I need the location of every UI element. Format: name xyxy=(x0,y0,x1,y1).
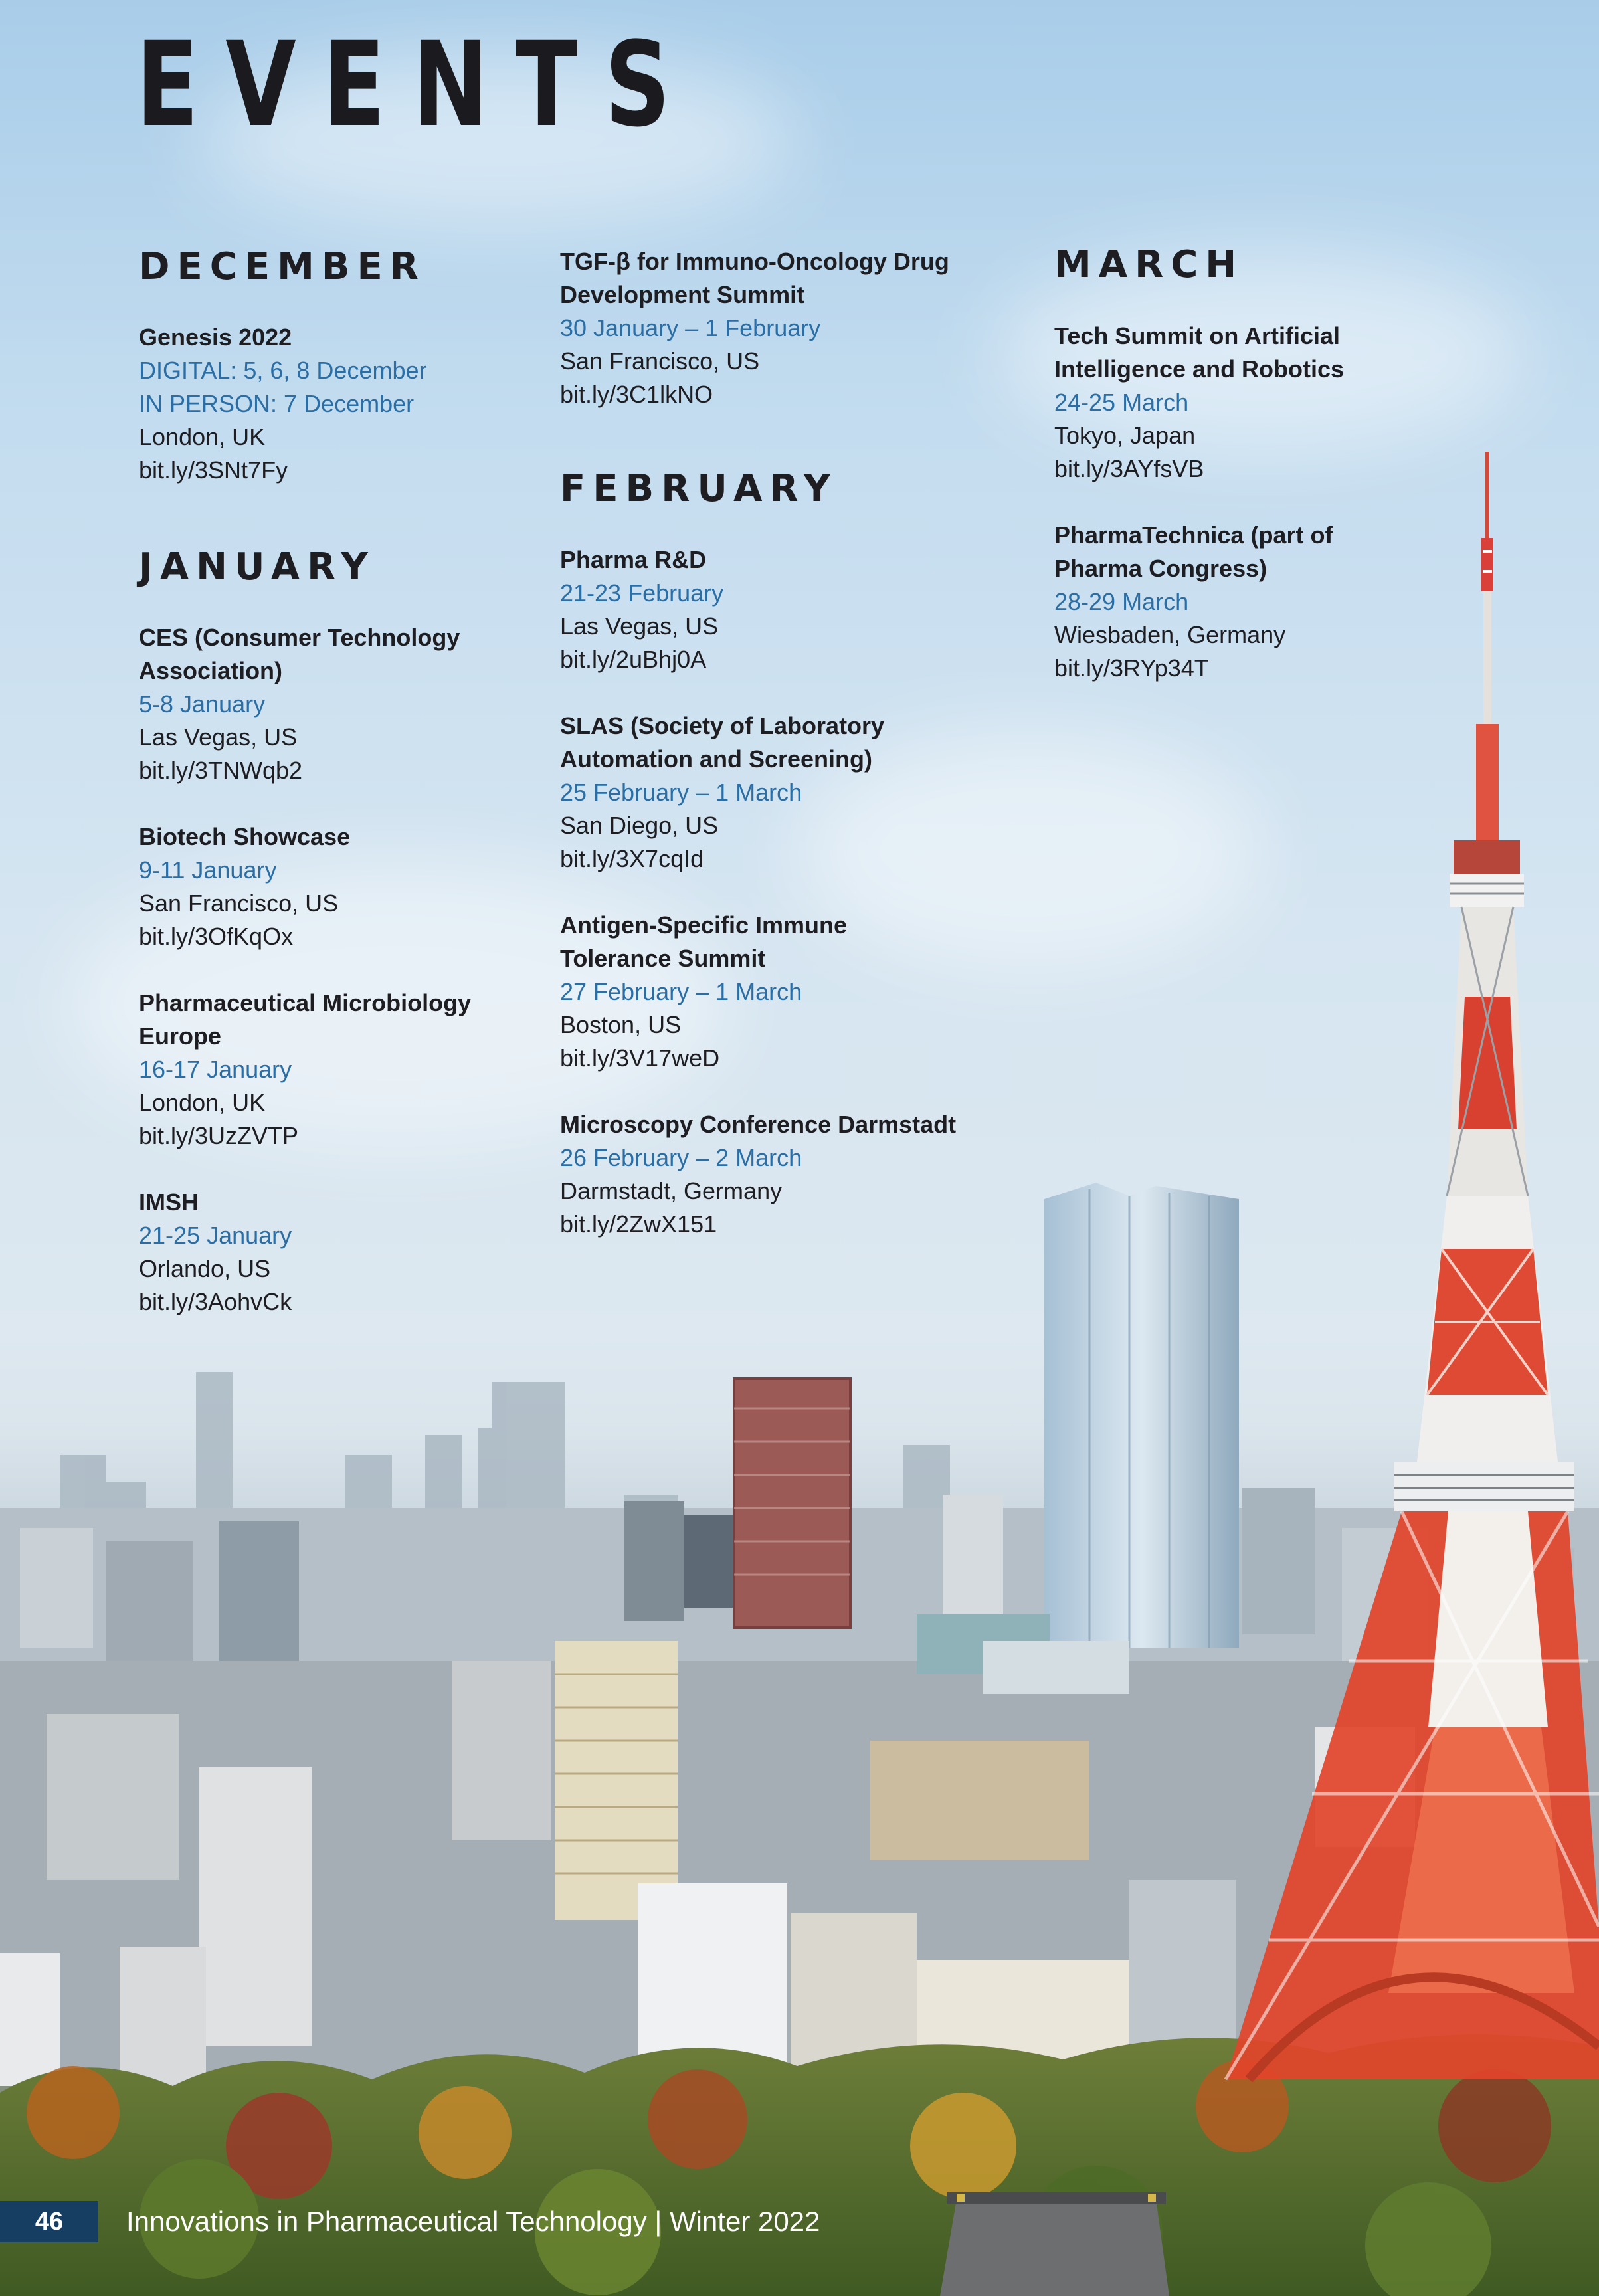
event-name: SLAS (Society of Laboratory xyxy=(560,712,885,739)
event-item xyxy=(1054,320,1493,486)
event-name: Pharmaceutical Microbiology xyxy=(139,989,472,1016)
event-date: 24-25 March xyxy=(1054,389,1189,416)
month-heading-february: FEBRUARY xyxy=(560,467,838,510)
event-location: Darmstadt, Germany xyxy=(560,1177,783,1204)
event-item xyxy=(560,543,998,676)
event-date: IN PERSON: 7 December xyxy=(139,390,415,417)
event-item xyxy=(560,1108,998,1241)
event-date: 21-25 January xyxy=(139,1222,292,1249)
event-date: 30 January – 1 February xyxy=(560,314,821,341)
event-link[interactable]: bit.ly/3C1lkNO xyxy=(560,381,713,408)
event-location: Wiesbaden, Germany xyxy=(1054,621,1286,648)
event-item xyxy=(139,987,577,1153)
event-link[interactable]: bit.ly/3X7cqId xyxy=(560,845,704,872)
event-link[interactable]: bit.ly/2ZwX151 xyxy=(560,1210,717,1238)
event-location: Boston, US xyxy=(560,1011,682,1038)
event-item xyxy=(560,245,998,411)
event-name: Development Summit xyxy=(560,281,805,308)
event-location: Orlando, US xyxy=(139,1255,271,1282)
page-number: 46 xyxy=(0,2201,98,2242)
event-link[interactable]: bit.ly/3SNt7Fy xyxy=(139,456,288,484)
event-item xyxy=(139,321,577,487)
event-name: Pharma R&D xyxy=(560,546,707,573)
event-item xyxy=(1054,519,1493,685)
event-name: Biotech Showcase xyxy=(139,823,351,850)
event-link[interactable]: bit.ly/3RYp34T xyxy=(1054,654,1209,682)
event-name: IMSH xyxy=(139,1189,199,1216)
event-name: Pharma Congress) xyxy=(1054,555,1268,582)
event-item xyxy=(560,710,998,876)
month-heading-december: DECEMBER xyxy=(139,245,426,288)
event-link[interactable]: bit.ly/3UzZVTP xyxy=(139,1122,299,1149)
event-location: San Diego, US xyxy=(560,812,719,839)
event-location: Las Vegas, US xyxy=(139,723,298,751)
event-location: London, UK xyxy=(139,1089,266,1116)
event-name: Tolerance Summit xyxy=(560,945,766,972)
event-link[interactable]: bit.ly/3TNWqb2 xyxy=(139,757,303,784)
event-name: PharmaTechnica (part of xyxy=(1054,522,1333,549)
event-item xyxy=(560,909,998,1075)
event-date: 26 February – 2 March xyxy=(560,1144,802,1171)
event-location: Las Vegas, US xyxy=(560,613,719,640)
event-name: Intelligence and Robotics xyxy=(1054,355,1345,383)
event-date: 16-17 January xyxy=(139,1056,292,1083)
event-name: Genesis 2022 xyxy=(139,324,292,351)
event-link[interactable]: bit.ly/3AohvCk xyxy=(139,1288,292,1315)
event-date: 25 February – 1 March xyxy=(560,779,802,806)
event-link[interactable]: bit.ly/2uBhj0A xyxy=(560,646,707,673)
event-name: Automation and Screening) xyxy=(560,745,873,773)
event-name: Antigen-Specific Immune xyxy=(560,911,848,939)
event-date: 9-11 January xyxy=(139,856,277,884)
event-link[interactable]: bit.ly/3OfKqOx xyxy=(139,923,294,950)
event-date: 5-8 January xyxy=(139,690,266,718)
event-name: Europe xyxy=(139,1022,222,1050)
event-date: 21-23 February xyxy=(560,579,724,607)
event-location: San Francisco, US xyxy=(560,347,760,375)
event-location: Tokyo, Japan xyxy=(1054,422,1196,449)
event-date: 28-29 March xyxy=(1054,588,1189,615)
month-heading-march: MARCH xyxy=(1054,243,1244,286)
event-link[interactable]: bit.ly/3V17weD xyxy=(560,1044,720,1072)
event-name: Microscopy Conference Darmstadt xyxy=(560,1111,957,1138)
month-heading-january: JANUARY xyxy=(139,545,375,589)
event-date: 27 February – 1 March xyxy=(560,978,802,1005)
event-link[interactable]: bit.ly/3AYfsVB xyxy=(1054,455,1204,482)
page-title: EVENTS xyxy=(136,17,698,153)
event-item xyxy=(139,820,577,953)
event-name: Tech Summit on Artificial xyxy=(1054,322,1341,349)
event-name: CES (Consumer Technology xyxy=(139,624,460,651)
event-name: Association) xyxy=(139,657,283,684)
event-location: San Francisco, US xyxy=(139,890,339,917)
publication-name: Innovations in Pharmaceutical Technology | Winter 2022 xyxy=(126,2206,820,2237)
event-item xyxy=(139,621,577,787)
page-footer xyxy=(0,2201,864,2242)
event-date: DIGITAL: 5, 6, 8 December xyxy=(139,357,427,384)
event-location: London, UK xyxy=(139,423,266,450)
event-name: TGF-β for Immuno-Oncology Drug xyxy=(560,248,949,275)
event-item xyxy=(139,1186,577,1319)
